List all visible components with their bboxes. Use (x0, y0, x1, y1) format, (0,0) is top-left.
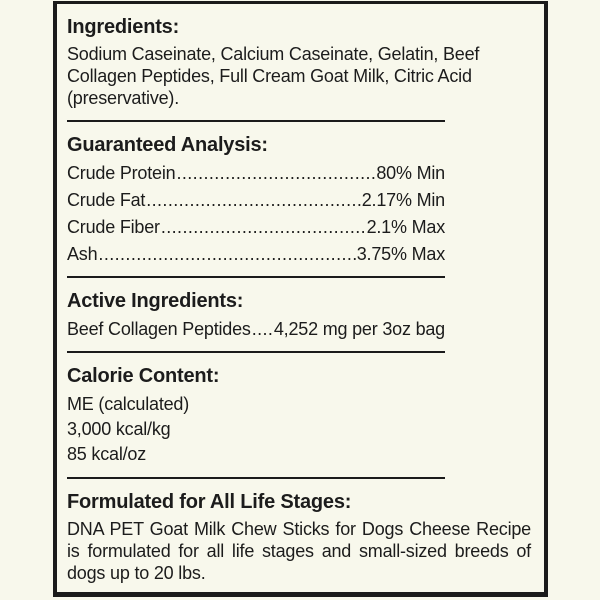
dot-leader (252, 318, 273, 340)
calorie-line-kcal-kg: 3,000 kcal/kg (67, 419, 171, 439)
dot-leader (176, 162, 375, 184)
analysis-row-ash (67, 243, 445, 265)
nutrition-label-panel (53, 1, 548, 597)
analysis-name: Crude Fiber (67, 217, 160, 237)
analysis-value: 80% Min (376, 163, 445, 183)
analysis-value: 3.75% Max (356, 244, 445, 264)
active-ingredient-name: Beef Collagen Peptides (67, 319, 251, 339)
ingredients-heading: Ingredients: (67, 16, 180, 38)
ingredients-section (67, 16, 531, 109)
ingredients-text: Sodium Caseinate, Calcium Caseinate, Gelatin, Beef Collagen Peptides, Full Cream Goat Milk, Citric Acid (preservative). (67, 44, 480, 108)
section-divider (67, 477, 445, 479)
analysis-row-crude-fat (67, 189, 445, 211)
guaranteed-analysis-heading: Guaranteed Analysis: (67, 134, 268, 156)
guaranteed-analysis-table (67, 162, 445, 265)
life-stages-heading: Formulated for All Life Stages: (67, 491, 352, 513)
active-ingredients-table (67, 318, 445, 340)
calorie-line-kcal-oz: 85 kcal/oz (67, 444, 147, 464)
calorie-line-me: ME (calculated) (67, 394, 190, 414)
analysis-value: 2.1% Max (366, 217, 445, 237)
analysis-name: Crude Fat (67, 190, 146, 210)
active-ingredient-row (67, 318, 445, 340)
dot-leader (161, 216, 366, 238)
life-stages-section (67, 491, 531, 584)
analysis-row-crude-protein (67, 162, 445, 184)
section-divider (67, 276, 445, 278)
active-ingredient-value: 4,252 mg per 3oz bag (273, 319, 445, 339)
life-stages-text: DNA PET Goat Milk Chew Sticks for Dogs Cheese Recipe is formulated for all life stages and small-sized breeds of dogs up to 20 lbs. (67, 519, 531, 583)
guaranteed-analysis-section (67, 134, 531, 265)
section-divider (67, 351, 445, 353)
analysis-name: Crude Protein (67, 163, 176, 183)
calorie-content-heading: Calorie Content: (67, 365, 220, 387)
section-divider (67, 120, 445, 122)
calorie-content-section (67, 365, 531, 466)
active-ingredients-section (67, 290, 531, 340)
analysis-row-crude-fiber (67, 216, 445, 238)
active-ingredients-heading: Active Ingredients: (67, 290, 244, 312)
dot-leader (146, 189, 361, 211)
analysis-name: Ash (67, 244, 98, 264)
analysis-value: 2.17% Min (361, 190, 445, 210)
dot-leader (98, 243, 355, 265)
